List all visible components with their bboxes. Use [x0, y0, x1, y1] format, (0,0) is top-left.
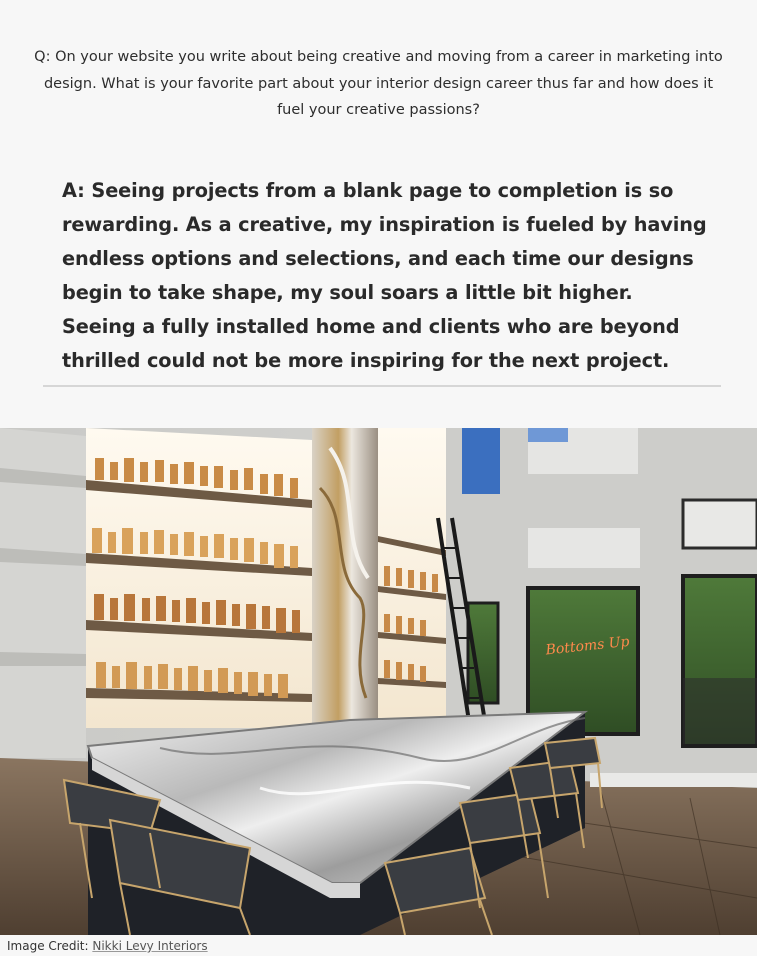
bar-interior-photo: [0, 428, 757, 935]
section-divider: [43, 385, 721, 387]
neon-sign: Bottoms Up: [544, 633, 631, 659]
image-credit-link[interactable]: Nikki Levy Interiors: [92, 939, 208, 953]
interview-answer: A: Seeing projects from a blank page to completion is so rewarding. As a creative, my inspiration is fueled by having endless options and selections, and each time our designs begin to take shape, my soul soars a little bit higher. Seeing a fully installed home and clients who are beyond thrilled could not be more inspiring for the next project.: [62, 179, 707, 372]
image-credit: [7, 937, 208, 955]
image-credit-label: Image Credit:: [7, 939, 89, 953]
interview-question: Q: On your website you write about being creative and moving from a career in marketing into design. What is your favorite part about your interior design career thus far and how does it fuel your creative passions?: [34, 49, 723, 118]
